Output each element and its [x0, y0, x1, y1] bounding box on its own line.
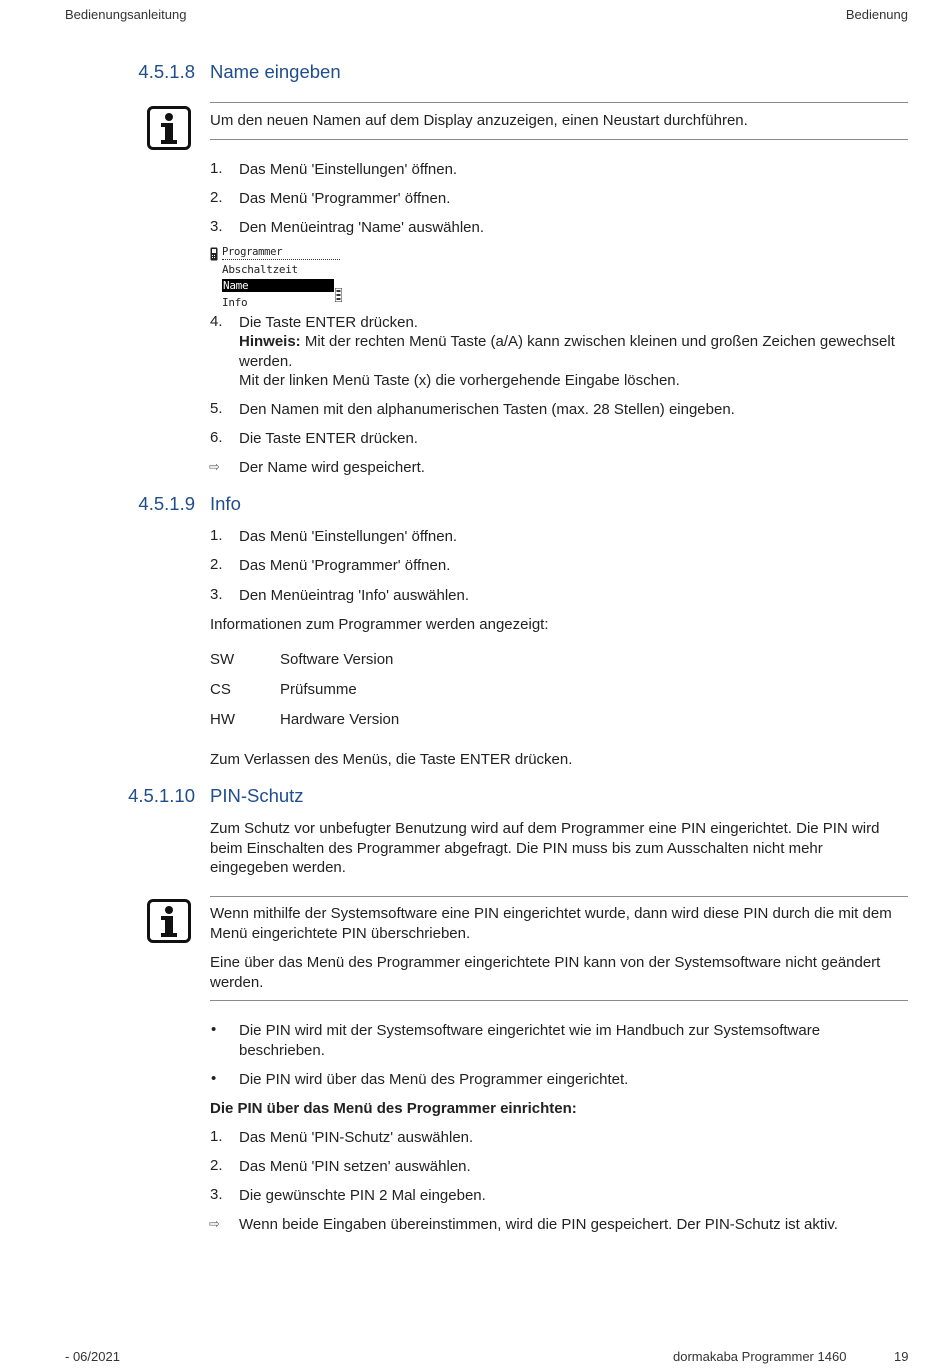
step-text: Den Menüeintrag 'Info' auswählen.: [239, 587, 470, 604]
hint-text: Mit der rechten Menü Taste (a/A) kann zwischen kleinen und großen Zeichen gewechselt werden.: [239, 333, 895, 370]
step-text: Das Menü 'Einstellungen' öffnen.: [239, 528, 458, 545]
section-title: Name eingeben: [210, 61, 341, 82]
bullet-icon: •: [211, 1070, 217, 1087]
step-text: Die gewünschte PIN 2 Mal eingeben.: [239, 1187, 486, 1204]
info-icon: [147, 106, 191, 150]
step-number: 2.: [210, 1157, 223, 1174]
info-desc: Software Version: [280, 651, 394, 668]
step-number: 6.: [210, 429, 223, 446]
display-item: Abschaltzeit: [222, 263, 298, 276]
section-title: Info: [210, 493, 241, 514]
note-rule-bottom: [210, 139, 908, 140]
section-number: 4.5.1.8: [138, 61, 195, 82]
step-text: Den Menüeintrag 'Name' auswählen.: [239, 219, 485, 236]
note-text: Eine über das Menü des Programmer eingerichtete PIN kann von der Systemsoftware nicht geändert werden.: [210, 954, 881, 991]
footer-date: - 06/2021: [65, 1349, 120, 1364]
page-number: 19: [894, 1349, 909, 1364]
bullet-text: Die PIN wird über das Menü des Programmer eingerichtet.: [239, 1071, 629, 1088]
step-text: Das Menü 'Einstellungen' öffnen.: [239, 161, 458, 178]
info-outro: Zum Verlassen des Menüs, die Taste ENTER drücken.: [210, 751, 573, 768]
step-number: 1.: [210, 527, 223, 544]
step-number: 2.: [210, 556, 223, 573]
note-rule-bottom: [210, 1000, 908, 1001]
result-arrow-icon: ⇨: [209, 459, 220, 474]
display-icon: [210, 247, 218, 261]
note-text: Wenn mithilfe der Systemsoftware eine PIN eingerichtet wurde, dann wird diese PIN durch die mit dem Menü eingerichtete PIN überschrieben.: [210, 905, 892, 942]
info-desc: Prüfsumme: [280, 681, 357, 698]
note-rule-top: [210, 102, 908, 103]
result-arrow-icon: ⇨: [209, 1216, 220, 1231]
result-text: Der Name wird gespeichert.: [239, 459, 425, 476]
info-intro: Informationen zum Programmer werden angezeigt:: [210, 616, 549, 633]
pin-subheading: Die PIN über das Menü des Programmer einrichten:: [210, 1100, 577, 1117]
device-display: [209, 246, 349, 310]
footer-product: dormakaba Programmer 1460: [673, 1349, 847, 1364]
step-hint: [239, 332, 909, 371]
step-hint-2: Mit der linken Menü Taste (x) die vorhergehende Eingabe löschen.: [239, 372, 680, 389]
info-abbr: HW: [210, 711, 235, 728]
info-abbr: SW: [210, 651, 235, 668]
hint-label: Hinweis:: [239, 333, 301, 350]
step-number: 1.: [210, 1128, 223, 1145]
display-item-selected: Name: [222, 279, 334, 292]
step-text: Die Taste ENTER drücken.: [239, 430, 418, 447]
section-number: 4.5.1.9: [138, 493, 195, 514]
note-rule-top: [210, 896, 908, 897]
info-icon: [147, 899, 191, 943]
running-header-left: Bedienungsanleitung: [65, 7, 187, 22]
step-text: Das Menü 'Programmer' öffnen.: [239, 557, 451, 574]
display-title: Programmer: [222, 246, 340, 260]
bullet-icon: •: [211, 1021, 217, 1038]
step-number: 4.: [210, 313, 223, 330]
step-number: 2.: [210, 189, 223, 206]
step-text: Das Menü 'PIN setzen' auswählen.: [239, 1158, 471, 1175]
bullet-text: Die PIN wird mit der Systemsoftware eingerichtet wie im Handbuch zur Systemsoftware beschrieben.: [239, 1022, 821, 1059]
display-item: Info: [222, 296, 248, 309]
running-header-right: Bedienung: [845, 7, 908, 22]
step-number: 3.: [210, 1186, 223, 1203]
step-text: Den Namen mit den alphanumerischen Tasten (max. 28 Stellen) eingeben.: [239, 401, 735, 418]
step-number: 3.: [210, 218, 223, 235]
step-text: Das Menü 'Programmer' öffnen.: [239, 190, 451, 207]
step-text: Das Menü 'PIN-Schutz' auswählen.: [239, 1129, 474, 1146]
pin-intro: Zum Schutz vor unbefugter Benutzung wird auf dem Programmer eine PIN eingerichtet. Die PIN wird beim Einschalten des Programmer abgefragt. Die PIN muss bis zum Ausschalten nicht mehr eingegeben werden.: [210, 820, 880, 876]
scrollbar-icon: [335, 288, 342, 302]
step-number: 1.: [210, 160, 223, 177]
section-title: PIN-Schutz: [210, 785, 304, 806]
info-abbr: CS: [210, 681, 231, 698]
result-text: Wenn beide Eingaben übereinstimmen, wird die PIN gespeichert. Der PIN-Schutz ist aktiv.: [239, 1216, 838, 1233]
step-text: Die Taste ENTER drücken.: [239, 314, 418, 331]
step-number: 5.: [210, 400, 223, 417]
section-number: 4.5.1.10: [128, 785, 195, 806]
step-number: 3.: [210, 586, 223, 603]
note-text: Um den neuen Namen auf dem Display anzuzeigen, einen Neustart durchführen.: [210, 112, 748, 129]
info-desc: Hardware Version: [280, 711, 400, 728]
